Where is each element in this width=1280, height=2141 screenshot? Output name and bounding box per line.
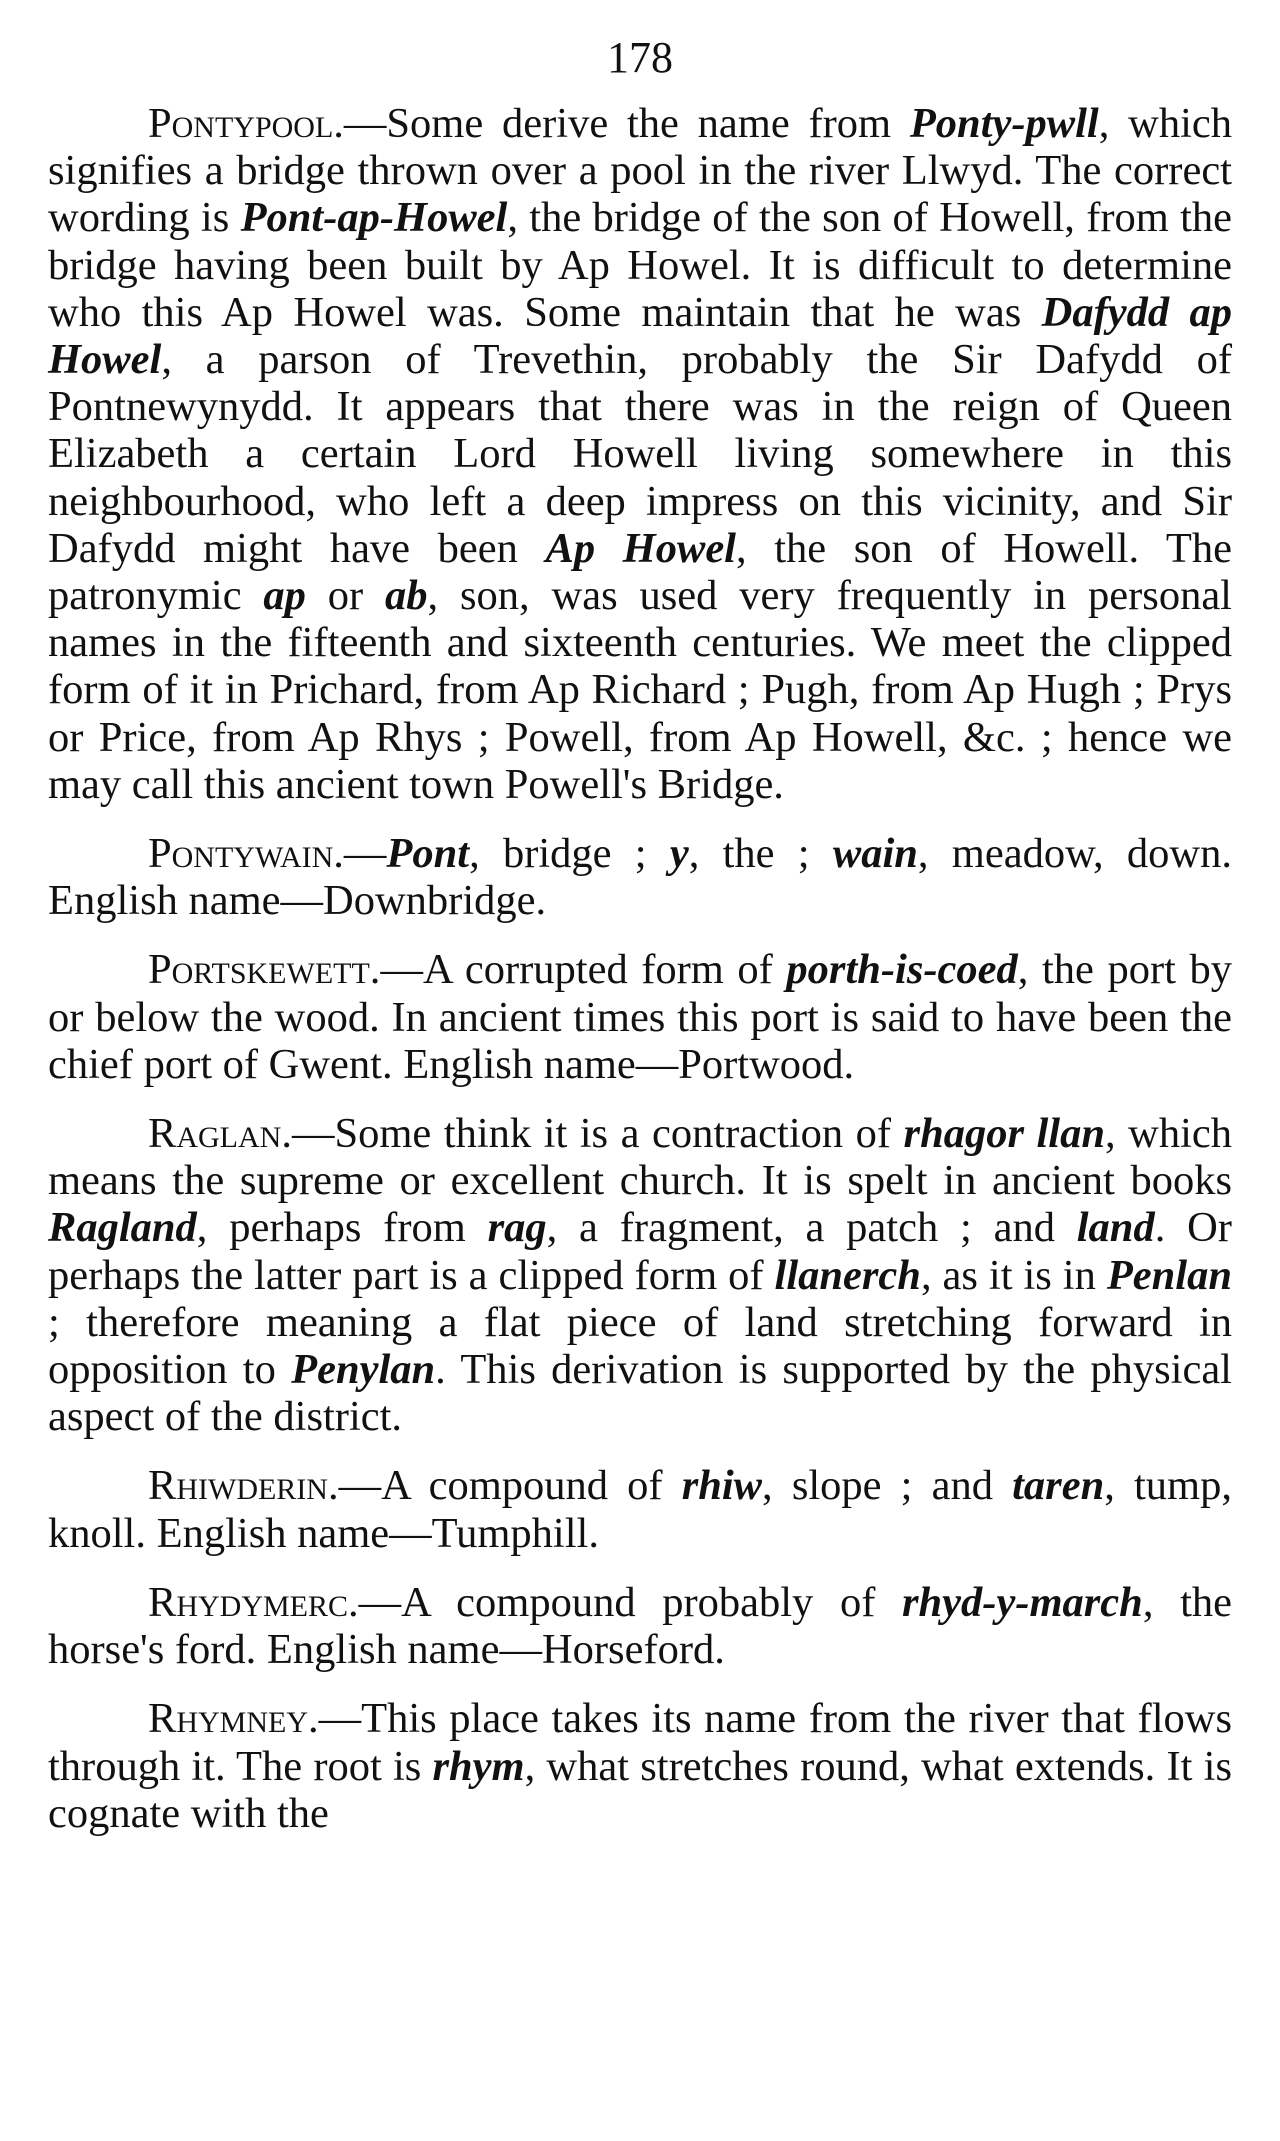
- entry-paragraph: [48, 1462, 1232, 1556]
- entry-headword: Pontypool.: [148, 100, 344, 147]
- entry-list: [48, 100, 1232, 1837]
- italic-term: Dafydd ap Howel: [48, 288, 1232, 384]
- entry-text: —A compound of: [338, 1462, 682, 1510]
- entry-headword: Rhiwderin.: [148, 1462, 339, 1510]
- book-page: [48, 28, 1232, 1859]
- italic-term: rhagor llan: [903, 1110, 1105, 1158]
- entry-text: . This derivation is supported by the physical aspect of the district.: [48, 1346, 1232, 1441]
- entry-text: , tump, knoll. English name—Tumphill.: [48, 1462, 1232, 1557]
- entry-text: , the horse's ford. English name—Horseford.: [48, 1578, 1233, 1674]
- entry-paragraph: [48, 1695, 1232, 1837]
- italic-term: Ap Howel: [545, 524, 736, 572]
- entry-text: —A corrupted form of: [380, 946, 787, 994]
- entry-paragraph: [48, 946, 1232, 1088]
- entry-text: or: [305, 572, 386, 620]
- entry-text: , a fragment, a patch ; and: [546, 1204, 1077, 1252]
- entry-text: , meadow, down. English name—Downbridge.: [48, 830, 1232, 925]
- entry-text: , the port by or below the wood. In ancient times this port is said to have been the chief port of Gwent. English name—Portwood.: [48, 946, 1232, 1088]
- italic-term: Pont-ap-Howel: [240, 194, 508, 242]
- entry-text: , slope ; and: [762, 1462, 1013, 1510]
- italic-term: Ragland: [48, 1204, 197, 1252]
- entry-text: , a parson of Trevethin, probably the Sir Dafydd of Pontnewynydd. It appears that there was in the reign of Queen Elizabeth a certain Lord Howell living somewhere in this neighbourhood, who left a deep impress on this vicinity, and Sir Dafydd might have been: [48, 336, 1232, 572]
- italic-term: ab: [385, 572, 428, 620]
- italic-term: wain: [832, 830, 918, 878]
- italic-term: Ponty-pwll: [909, 100, 1099, 147]
- italic-term: land: [1076, 1204, 1155, 1252]
- entry-text: , the son of Howell. The patronymic: [48, 524, 1232, 620]
- entry-paragraph: [48, 1579, 1232, 1673]
- italic-term: rhyd-y-march: [902, 1578, 1143, 1626]
- italic-term: y: [669, 830, 689, 878]
- entry-paragraph: [48, 830, 1232, 924]
- entry-text: , what stretches round, what extends. It is cognate with the: [48, 1742, 1232, 1837]
- entry-text: , bridge ;: [469, 830, 670, 878]
- entry-text: —Some derive the name from: [343, 100, 910, 147]
- italic-term: rhym: [432, 1742, 525, 1790]
- italic-term: Penlan: [1106, 1251, 1232, 1299]
- page-number: 178: [607, 33, 673, 82]
- entry-text: , perhaps from: [196, 1204, 488, 1252]
- entry-paragraph: [48, 100, 1232, 808]
- entry-text: . Or perhaps the latter part is a clipped form of: [48, 1204, 1232, 1299]
- italic-term: rag: [487, 1204, 547, 1252]
- entry-headword: Pontywain.: [148, 830, 344, 878]
- entry-headword: Raglan.: [148, 1110, 292, 1158]
- italic-term: Pont: [386, 830, 470, 878]
- entry-text: —This place takes its name from the river that flows through it. The root is: [48, 1695, 1232, 1790]
- entry-text: , which means the supreme or excellent church. It is spelt in ancient books: [48, 1110, 1232, 1205]
- entry-text: , the ;: [688, 830, 833, 878]
- entry-text: , son, was used very frequently in personal names in the fifteenth and sixteenth centuries. We meet the clipped form of it in Prichard, from Ap Richard ; Pugh, from Ap Hugh ; Prys or Price, from Ap Rhys ; Powell, from Ap Howell, &c. ; hence we may call this ancient town Powell's Bridge.: [48, 572, 1232, 808]
- entry-text: —: [343, 830, 387, 878]
- italic-term: ap: [263, 572, 306, 620]
- italic-term: llanerch: [774, 1251, 921, 1299]
- entry-text: —A compound probably of: [358, 1578, 902, 1626]
- entry-headword: Rhydymerc.: [148, 1578, 359, 1626]
- entry-text: ; therefore meaning a flat piece of land stretching forward in opposition to: [48, 1298, 1232, 1394]
- italic-term: rhiw: [681, 1462, 763, 1510]
- entry-text: —Some think it is a contraction of: [291, 1110, 904, 1158]
- entry-headword: Rhymney.: [148, 1695, 319, 1743]
- entry-text: , which signifies a bridge thrown over a pool in the river Llwyd. The correct wording is: [48, 100, 1232, 242]
- entry-text: , the bridge of the son of Howell, from the bridge having been built by Ap Howel. It is difficult to determine who this Ap Howel was. Some maintain that he was: [48, 194, 1232, 336]
- italic-term: taren: [1012, 1462, 1105, 1510]
- entry-text: , as it is in: [920, 1251, 1107, 1299]
- italic-term: porth-is-coed: [786, 946, 1018, 994]
- entry-headword: Portskewett.: [148, 946, 381, 994]
- entry-paragraph: [48, 1110, 1232, 1440]
- italic-term: Penylan: [291, 1346, 436, 1394]
